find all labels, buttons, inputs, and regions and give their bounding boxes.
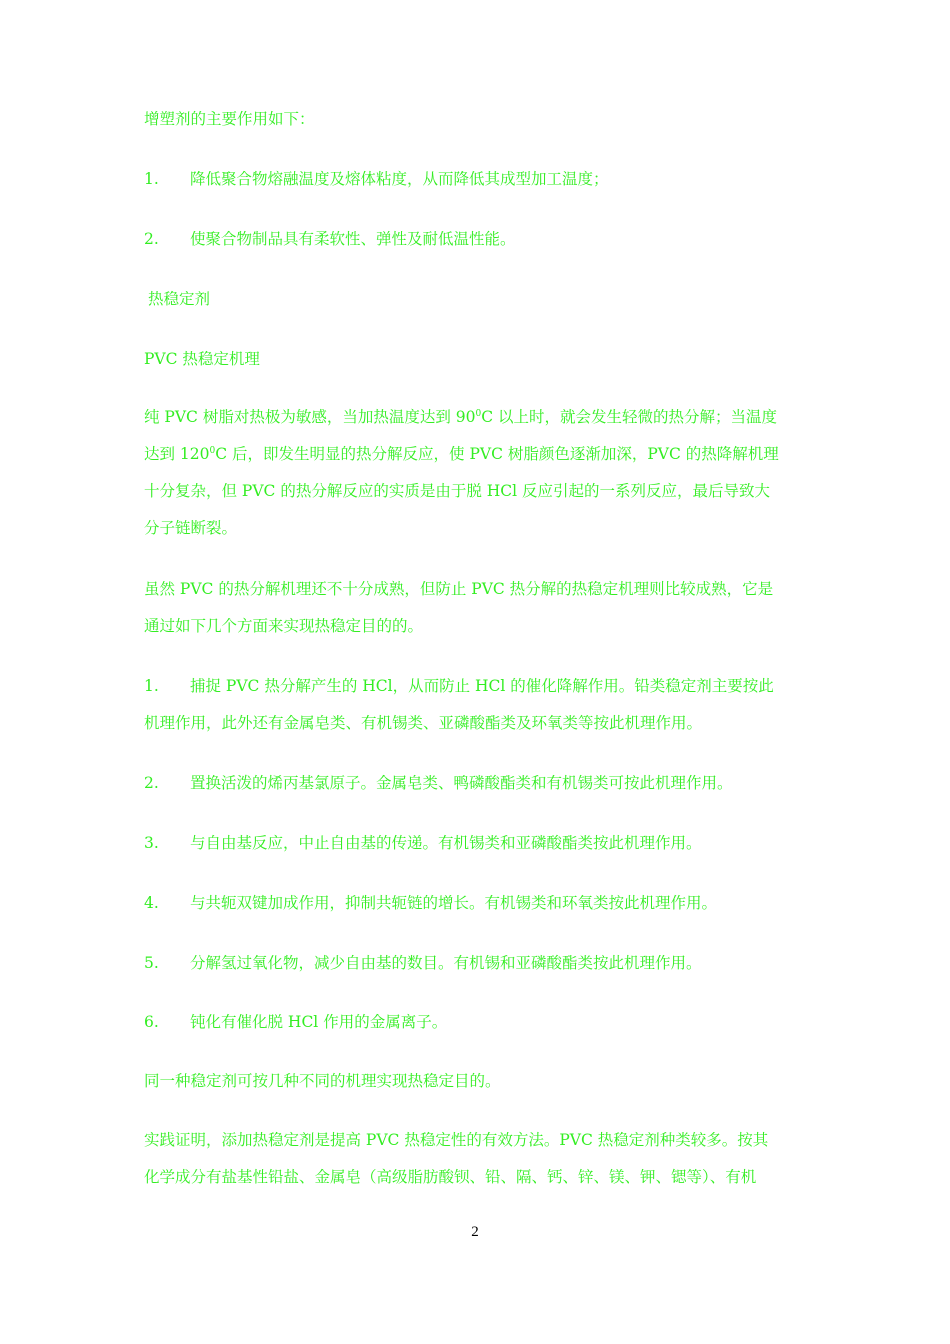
text-run: 达到 120: [144, 445, 210, 463]
paragraph-multiple-mechanisms: [144, 1063, 816, 1100]
mechanism-item-4: [144, 885, 816, 922]
mechanism-item-6: [144, 1004, 816, 1041]
mechanism-item-5: [144, 945, 816, 982]
paragraph-line: [144, 399, 816, 436]
heading-heat-stabilizer: [148, 281, 820, 318]
list-item-text: 分解氢过氧化物，减少自由基的数目。有机锡和亚磷酸酯类按此机理作用。: [190, 954, 702, 972]
paragraph-stabilization-overview: [144, 571, 816, 645]
paragraph-pvc-decomposition: [144, 399, 816, 547]
superscript-degree: 0: [475, 408, 482, 419]
list-item-text: 与共轭双键加成作用，抑制共轭链的增长。有机锡类和环氧类按此机理作用。: [190, 894, 718, 912]
list-item-text: 使聚合物制品具有柔软性、弹性及耐低温性能。: [190, 230, 516, 248]
plasticizer-item-2: [144, 221, 816, 258]
list-number: 1.: [144, 170, 159, 188]
mechanism-item-2: [144, 765, 816, 802]
paragraph-line: 通过如下几个方面来实现热稳定目的的。: [144, 617, 424, 635]
list-number: 4.: [144, 894, 159, 912]
list-number: 6.: [144, 1013, 159, 1031]
paragraph-stabilizer-types: [144, 1122, 816, 1196]
mechanism-item-1: [144, 668, 816, 742]
list-number: 2.: [144, 774, 159, 792]
heading-text: 热稳定剂: [148, 290, 211, 308]
superscript-degree: 0: [209, 445, 216, 456]
paragraph-line: [144, 668, 816, 705]
page-number: 2: [471, 1224, 479, 1240]
intro-text: 增塑剂的主要作用如下：: [144, 110, 315, 128]
list-item-text: 置换活泼的烯丙基氯原子。金属皂类、鸭磷酸酯类和有机锡类可按此机理作用。: [190, 774, 733, 792]
intro-paragraph: [144, 101, 816, 138]
paragraph-text: 同一种稳定剂可按几种不同的机理实现热稳定目的。: [144, 1072, 501, 1090]
paragraph-line: 虽然 PVC 的热分解机理还不十分成熟，但防止 PVC 热分解的热稳定机理则比较成熟，它是: [144, 580, 774, 598]
paragraph-line: 机理作用，此外还有金属皂类、有机锡类、亚磷酸酯类及环氧类等按此机理作用。: [144, 714, 703, 732]
paragraph-line: 化学成分有盐基性铅盐、金属皂（高级脂肪酸钡、铅、隔、钙、锌、镁、钾、锶等）、有机: [144, 1168, 757, 1186]
text-run: C 后，即发生明显的热分解反应，使 PVC 树脂颜色逐渐加深，PVC 的热降解机理: [215, 445, 779, 463]
list-item-text: 捕捉 PVC 热分解产生的 HCl，从而防止 HCl 的催化降解作用。铅类稳定剂主要按此: [190, 677, 774, 695]
text-run: C 以上时，就会发生轻微的热分解；当温度: [481, 408, 778, 426]
list-number: 2.: [144, 230, 159, 248]
list-item-text: 钝化有催化脱 HCl 作用的金属离子。: [190, 1013, 448, 1031]
paragraph-line: 实践证明，添加热稳定剂是提高 PVC 热稳定性的有效方法。PVC 热稳定剂种类较多。按其: [144, 1131, 769, 1149]
list-item-text: 降低聚合物熔融温度及熔体粘度，从而降低其成型加工温度；: [190, 170, 609, 188]
list-item-text: 与自由基反应，中止自由基的传递。有机锡类和亚磷酸酯类按此机理作用。: [190, 834, 702, 852]
paragraph-line: 十分复杂，但 PVC 的热分解反应的实质是由于脱 HCl 反应引起的一系列反应，最后导致大: [144, 482, 771, 500]
paragraph-line: [144, 436, 816, 473]
text-run: 纯 PVC 树脂对热极为敏感，当加热温度达到 90: [144, 408, 476, 426]
plasticizer-item-1: [144, 161, 816, 198]
paragraph-line: 分子链断裂。: [144, 519, 238, 537]
list-number: 3.: [144, 834, 159, 852]
list-number: 5.: [144, 954, 159, 972]
heading-text: PVC 热稳定机理: [144, 350, 260, 368]
heading-pvc-mechanism: [144, 341, 816, 378]
list-number: 1.: [144, 677, 159, 695]
mechanism-item-3: [144, 825, 816, 862]
